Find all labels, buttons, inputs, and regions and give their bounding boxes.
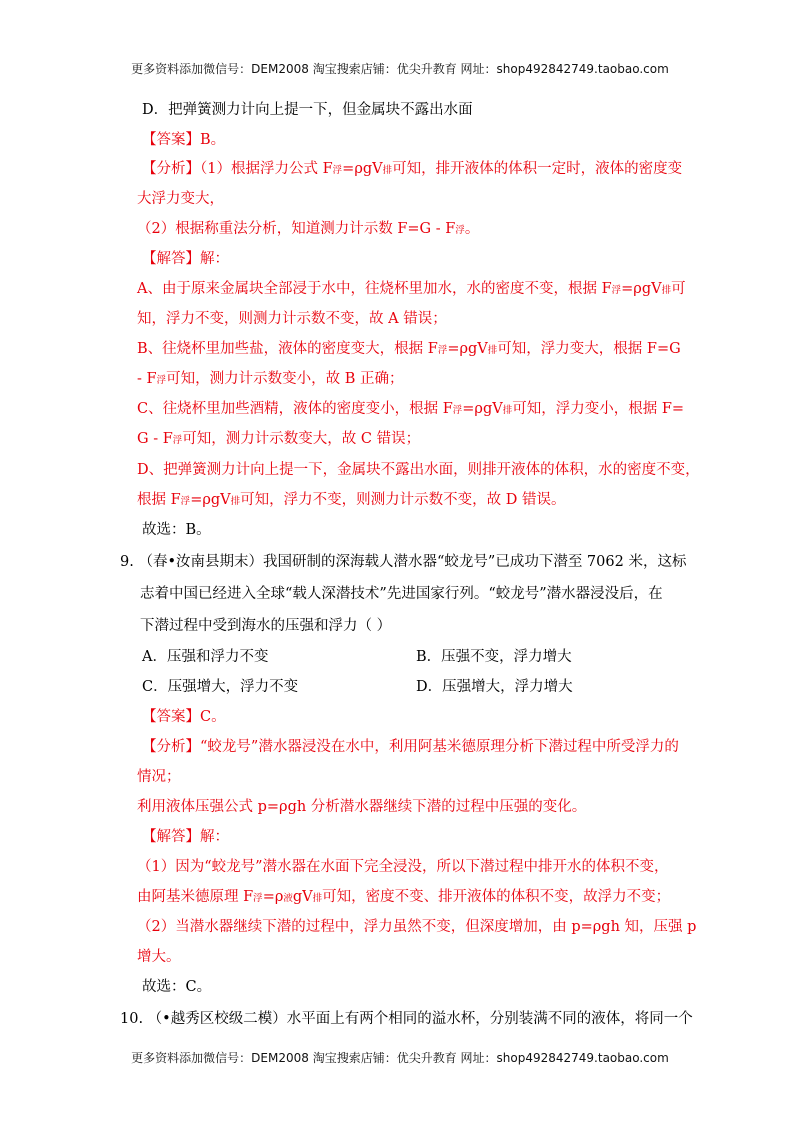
- analysis-tag: 【分析】: [142, 739, 200, 755]
- q9-answer: [142, 707, 226, 727]
- q9-stem-line-3: 下潜过程中受到海水的压强和浮力（ ）: [140, 618, 392, 634]
- text: =ρgV: [447, 341, 488, 357]
- q8-option-d-line-1: D、把弹簧测力计向上提一下，金属块不露出水面，则排开液体的体积，水的密度不变，: [137, 462, 700, 478]
- text: B、往烧杯里加些盐，液体的密度变大，根据 F: [137, 341, 438, 357]
- text: =ρgV: [190, 492, 231, 508]
- answer-value: B。: [200, 132, 226, 148]
- q8-option-d-line-2: [137, 490, 565, 512]
- q8-option-b-line-2: [137, 369, 403, 391]
- text: C、往烧杯里加些酒精，液体的密度变小，根据 F: [137, 401, 453, 417]
- text: gV: [292, 889, 313, 905]
- q9-analysis-line-3: 利用液体压强公式 p=ρgh 分析潜水器继续下潜的过程中压强的变化。: [137, 799, 587, 815]
- page-header: 更多资料添加微信号：DEM2008 淘宝搜索店铺：优尖升教育 网址：shop492842749.taobao.com: [131, 62, 669, 76]
- text: “蛟龙号”潜水器浸没在水中，利用阿基米德原理分析下潜过程中所受浮力的: [200, 739, 679, 755]
- solve-tag: 【解答】: [142, 829, 200, 845]
- text: 解：: [200, 251, 229, 267]
- answer-tag: 【答案】: [142, 709, 200, 725]
- subscript: 浮: [332, 165, 343, 176]
- solve-tag: 【解答】: [142, 251, 200, 267]
- q9-analysis-line-1: [142, 737, 679, 757]
- page-footer: 更多资料添加微信号：DEM2008 淘宝搜索店铺：优尖升教育 网址：shop492842749.taobao.com: [131, 1051, 669, 1065]
- subscript: 液: [283, 893, 293, 904]
- subscript: 浮: [156, 375, 167, 386]
- q8-option-c-line-2: [137, 429, 420, 451]
- text: =ρ: [262, 889, 284, 905]
- q9-stem-line-2: 志着中国已经进入全球“载人深潜技术”先进国家行列。“蛟龙号”潜水器浸没后，在: [140, 586, 663, 602]
- q8-option-d: D．把弹簧测力计向上提一下，但金属块不露出水面: [142, 102, 473, 118]
- analysis-tag: 【分析】: [142, 161, 200, 177]
- text: G - F: [137, 431, 173, 447]
- subscript: 排: [661, 285, 672, 296]
- q9-stem-line-1: 9. （春•汝南县期末）我国研制的深海载人潜水器“蛟龙号”已成功下潜至 7062 米，这标: [120, 554, 687, 570]
- q8-answer: [142, 130, 225, 150]
- subscript: 浮: [253, 893, 263, 904]
- text: 可知，测力计示数变大，故 C 错误；: [182, 431, 421, 447]
- text: =ρgV: [462, 401, 503, 417]
- text: 可: [671, 281, 686, 297]
- subscript: 浮: [172, 435, 183, 446]
- text: A、由于原来金属块全部浸于水中，往烧杯里加水，水的密度不变，根据 F: [137, 281, 612, 297]
- q8-option-a-line-1: [137, 279, 686, 301]
- text: 。: [464, 221, 480, 237]
- answer-value: C。: [200, 709, 226, 725]
- text: 解：: [200, 829, 229, 845]
- q8-analysis-line-1: [142, 159, 682, 181]
- text: 可知，浮力不变，则测力计示数不变，故 D 错误。: [240, 492, 566, 508]
- text: 由阿基米德原理 F: [137, 889, 254, 905]
- q9-solve-line-3: （2）当潜水器继续下潜的过程中，浮力虽然不变，但深度增加，由 p=ρgh 知，压强 p: [137, 919, 697, 935]
- text: 可知，排开液体的体积一定时，液体的密度变: [392, 161, 683, 177]
- q9-solve-header: [142, 827, 229, 847]
- q9-analysis-line-2: 情况；: [137, 769, 181, 785]
- text: =ρgV: [621, 281, 662, 297]
- subscript: 浮: [455, 225, 465, 236]
- q9-solve-line-1: （1）因为“蛟龙号”潜水器在水面下完全浸没，所以下潜过程中排开水的体积不变，: [137, 859, 669, 875]
- q8-option-b-line-1: [137, 339, 681, 361]
- subscript: 排: [382, 165, 393, 176]
- q9-conclusion: 故选：C。: [142, 979, 212, 995]
- q9-solve-line-4: 增大。: [137, 949, 181, 965]
- text: - F: [137, 371, 157, 387]
- text: （2）根据称重法分析，知道测力计示数 F=G - F: [137, 221, 456, 237]
- q10-stem-line-1: 10. （•越秀区校级二模）水平面上有两个相同的溢水杯，分别装满不同的液体，将同一个: [120, 1011, 693, 1027]
- subscript: 浮: [611, 285, 622, 296]
- subscript: 排: [230, 496, 241, 507]
- q8-solve-header: [142, 249, 229, 269]
- text: （1）根据浮力公式 F: [200, 161, 333, 177]
- q9-option-b: B．压强不变，浮力增大: [416, 649, 572, 665]
- subscript: 浮: [437, 345, 448, 356]
- q8-analysis-line-3: [137, 219, 479, 241]
- text: =ρgV: [342, 161, 383, 177]
- subscript: 排: [312, 893, 323, 904]
- text: 可知，浮力变小，根据 F=: [512, 401, 685, 417]
- answer-tag: 【答案】: [142, 132, 200, 148]
- subscript: 浮: [452, 405, 463, 416]
- q8-option-c-line-1: [137, 399, 684, 421]
- subscript: 浮: [180, 496, 191, 507]
- q9-option-d: D．压强增大，浮力增大: [416, 679, 573, 695]
- q9-option-c: C．压强增大，浮力不变: [142, 679, 299, 695]
- text: 根据 F: [137, 492, 181, 508]
- q9-solve-line-2: [137, 887, 670, 909]
- q8-analysis-line-2: 大浮力变大，: [137, 191, 224, 207]
- q8-conclusion: 故选：B。: [142, 522, 211, 538]
- subscript: 排: [487, 345, 498, 356]
- text: 可知，测力计示数变小，故 B 正确；: [166, 371, 404, 387]
- text: 可知，浮力变大，根据 F=G: [497, 341, 681, 357]
- q9-option-a: A．压强和浮力不变: [142, 649, 269, 665]
- subscript: 排: [502, 405, 513, 416]
- text: 可知，密度不变、排开液体的体积不变，故浮力不变；: [322, 889, 671, 905]
- q8-option-a-line-2: 知，浮力不变，则测力计示数不变，故 A 错误；: [137, 311, 447, 327]
